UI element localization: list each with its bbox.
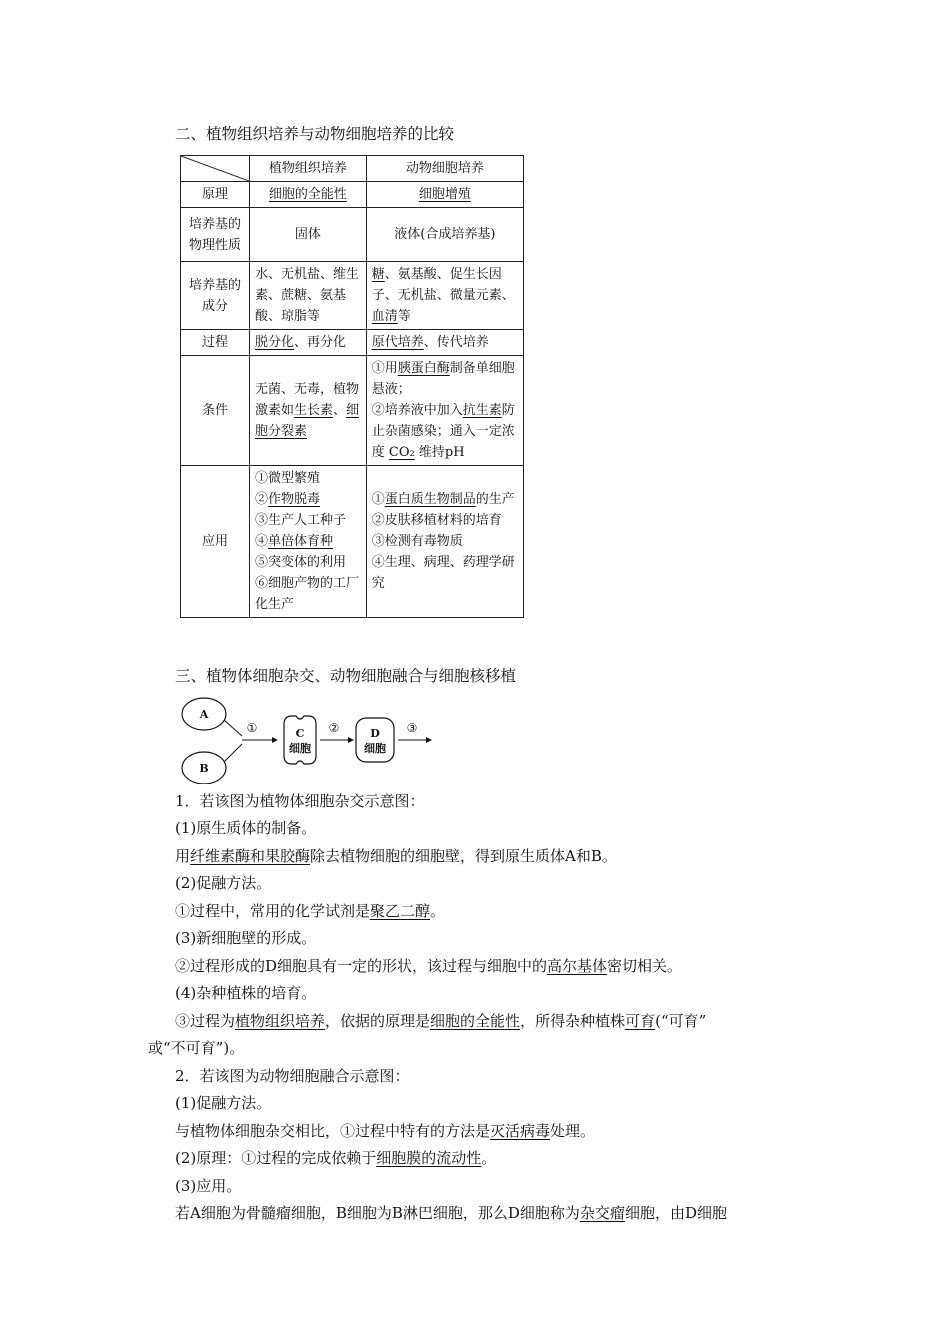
cell-animal-conditions: ①用胰蛋白酶制备单细胞悬液； ②培养液中加入抗生素防止杂菌感染；通入一定浓度 CO₂ 维持pH — [366, 356, 523, 466]
table-header-row — [181, 156, 524, 182]
table-row — [181, 182, 524, 208]
table-row — [181, 466, 524, 618]
text-line: (4)杂种植株的培育。 — [175, 984, 317, 1002]
text-line: ③过程为植物组织培养，依据的原理是细胞的全能性，所得杂种植株可育(“可育” — [175, 1012, 707, 1030]
comparison-table — [180, 155, 524, 618]
cell-plant-applications: ①微型繁殖 ②作物脱毒 ③生产人工种子 ④单倍体育种 ⑤突变体的利用 ⑥细胞产物的工厂化生产 — [250, 466, 367, 618]
row-label-conditions: 条件 — [181, 356, 250, 466]
column-header-plant: 植物组织培养 — [250, 156, 367, 182]
cell-animal-process: 原代培养、传代培养 — [366, 330, 523, 356]
table-row — [181, 356, 524, 466]
cell-c-label: 细胞 — [289, 742, 311, 755]
text-line: (2)原理：①过程的完成依赖于细胞膜的流动性。 — [175, 1149, 497, 1167]
text-line: 2．若该图为动物细胞融合示意图： — [175, 1067, 410, 1085]
text-line: ②过程形成的D细胞具有一定的形状，该过程与细胞中的高尔基体密切相关。 — [175, 957, 683, 975]
arrow-2-head — [348, 737, 354, 743]
section-heading-comparison: 二、植物组织培养与动物细胞培养的比较 — [175, 125, 455, 143]
table-row — [181, 262, 524, 330]
text-line: (3)新细胞壁的形成。 — [175, 929, 317, 947]
row-label-principle: 原理 — [181, 182, 250, 208]
row-label-medium-components: 培养基的成分 — [181, 262, 250, 330]
cell-plant-process: 脱分化、再分化 — [250, 330, 367, 356]
cell-a-label: A — [199, 708, 209, 721]
cell-b-label: B — [199, 762, 209, 775]
table-row — [181, 330, 524, 356]
section-heading-hybridization: 三、植物体细胞杂交、动物细胞融合与细胞核移植 — [175, 667, 517, 685]
step-1-label: ① — [246, 721, 258, 735]
text-line: 若A细胞为骨髓瘤细胞，B细胞为B淋巴细胞，那么D细胞称为杂交瘤细胞，由D细胞 — [175, 1204, 727, 1222]
text-line: (2)促融方法。 — [175, 874, 272, 892]
arrow-1-head — [272, 737, 278, 743]
text-line: 与植物体细胞杂交相比，①过程中特有的方法是灭活病毒处理。 — [175, 1122, 596, 1140]
text-line: 1．若该图为植物体细胞杂交示意图： — [175, 792, 425, 810]
row-label-process: 过程 — [181, 330, 250, 356]
text-line: ①过程中，常用的化学试剂是聚乙二醇。 — [175, 902, 446, 920]
text-line: (1)原生质体的制备。 — [175, 819, 317, 837]
row-label-medium-physical: 培养基的物理性质 — [181, 208, 250, 262]
cell-plant-conditions: 无菌、无毒，植物激素如生长素、细胞分裂素 — [250, 356, 367, 466]
cell-plant-principle: 细胞的全能性 — [268, 187, 347, 202]
cell-animal-medium-components: 糖、氨基酸、促生长因子、无机盐、微量元素、血清等 — [366, 262, 523, 330]
cell-d-label: 细胞 — [364, 742, 386, 755]
cell-d-shape — [356, 718, 394, 762]
column-header-animal: 动物细胞培养 — [366, 156, 523, 182]
text-line: (1)促融方法。 — [175, 1094, 272, 1112]
cell-plant-medium-components: 水、无机盐、维生素、蔗糖、氨基酸、琼脂等 — [250, 262, 367, 330]
step-2-label: ② — [328, 721, 340, 735]
cell-animal-principle: 细胞增殖 — [418, 187, 471, 202]
cell-c-shape — [284, 716, 316, 764]
cell-animal-applications: ①蛋白质生物制品的生产 ②皮肤移植材料的培育 ③检测有毒物质 ④生理、病理、药理学研究 — [366, 466, 523, 618]
cell-d-letter: D — [370, 727, 380, 740]
cell-c-letter: C — [295, 727, 305, 740]
text-line: (3)应用。 — [175, 1177, 242, 1195]
row-label-applications: 应用 — [181, 466, 250, 618]
cell-fusion-diagram — [180, 692, 440, 784]
table-row — [181, 208, 524, 262]
connector-a — [224, 720, 242, 736]
cell-plant-medium-physical: 固体 — [250, 208, 367, 262]
step-3-label: ③ — [406, 721, 418, 735]
text-line: 或“不可育”)。 — [148, 1039, 245, 1057]
diagonal-corner-cell — [181, 156, 250, 182]
arrow-3-head — [426, 737, 432, 743]
connector-b — [224, 744, 242, 762]
cell-animal-medium-physical: 液体(合成培养基) — [366, 208, 523, 262]
text-line: 用纤维素酶和果胶酶除去植物细胞的细胞壁，得到原生质体A和B。 — [175, 847, 617, 865]
